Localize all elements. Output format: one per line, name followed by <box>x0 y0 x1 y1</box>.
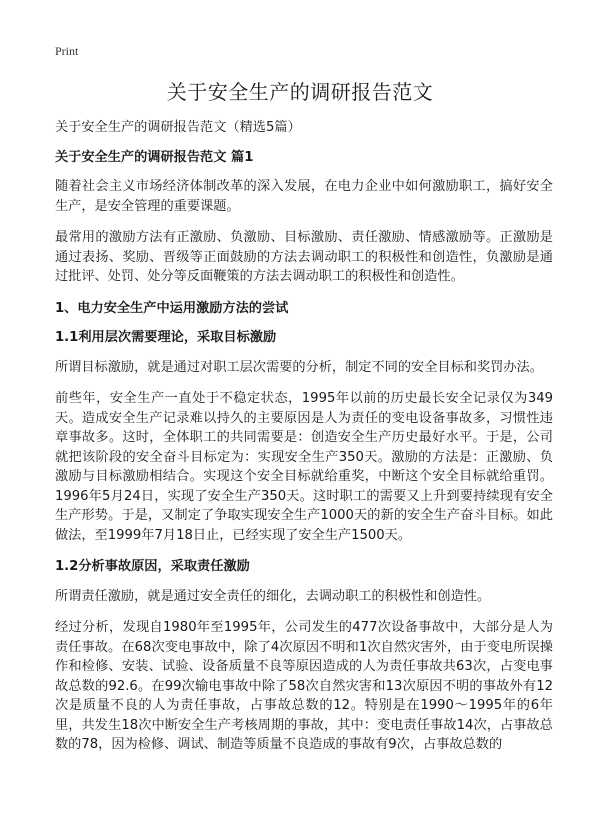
page-title: 关于安全生产的调研报告范文 <box>166 80 434 104</box>
paragraph: 所谓目标激励，就是通过对职工层次需要的分析，制定不同的安全目标和奖罚办法。 <box>55 359 543 375</box>
print-label: Print <box>55 44 79 58</box>
paragraph: 经过分析，发现自1980年至1995年，公司发生的477次设备事故中，大部分是人为责任事故。在68次变电事故中，除了4次原因不明和1次自然灾害外，由于变电所误操作和检修、安装、试验、设备质量不良等原因造成的人为责任事故共63次，占变电事故总数的92.6。在99次输电事故中除了58次自然灾害和13次原因不明的事故外有12次是质量不良的人为责任事故，占事故总数的12。特别是在1990～1995年的6年里，共发生18次中断安全生产考核周期的事故，其中：变电责任事故14次，占事故总数的78，因为检修、调试、制造等质量不良造成的事故有9次，占事故总数的 <box>55 620 553 752</box>
paragraph: 所谓责任激励，就是通过安全责任的细化，去调动职工的积极性和创造性。 <box>55 588 491 604</box>
paragraph: 随着社会主义市场经济体制改革的深入发展，在电力企业中如何激励职工，搞好安全生产，是安全管理的重要课题。 <box>55 179 553 214</box>
paragraph: 最常用的激励方法有正激励、负激励、目标激励、责任激励、情感激励等。正激励是通过表扬、奖励、晋级等正面鼓励的方法去调动职工的积极性和创造性，负激励是通过批评、处罚、处分等反面鞭策的方法去调动职工的积极性和创造性。 <box>55 230 553 284</box>
subsection-heading: 1.2分析事故原因，采取责任激励 <box>55 559 250 574</box>
paragraph: 前些年，安全生产一直处于不稳定状态，1995年以前的历史最长安全记录仅为349天。造成安全生产记录难以持久的主要原因是人为责任的变电设备事故多，习惯性违章事故多。这时，全体职工的共同需要是：创造安全生产历史最好水平。于是，公司就把该阶段的安全奋斗目标定为：实现安全生产350天。激励的方法是：正激励、负激励与目标激励相结合。实现这个安全目标就给重奖，中断这个安全目标就给重罚。1996年5月24日，实现了安全生产350天。这时职工的需要又上升到要持续现有安全生产形势。于是，又制定了争取实现安全生产1000天的新的安全生产奋斗目标。如此做法，至1999年7月18日止，已经实现了安全生产1500天。 <box>55 391 553 543</box>
article-heading: 关于安全生产的调研报告范文 篇1 <box>55 149 254 165</box>
section-heading: 1、电力安全生产中运用激励方法的尝试 <box>55 300 289 316</box>
document-subtitle: 关于安全生产的调研报告范文（精选5篇） <box>55 120 301 135</box>
document-body <box>55 118 553 767</box>
subsection-heading: 1.1利用层次需要理论，采取目标激励 <box>55 330 277 345</box>
